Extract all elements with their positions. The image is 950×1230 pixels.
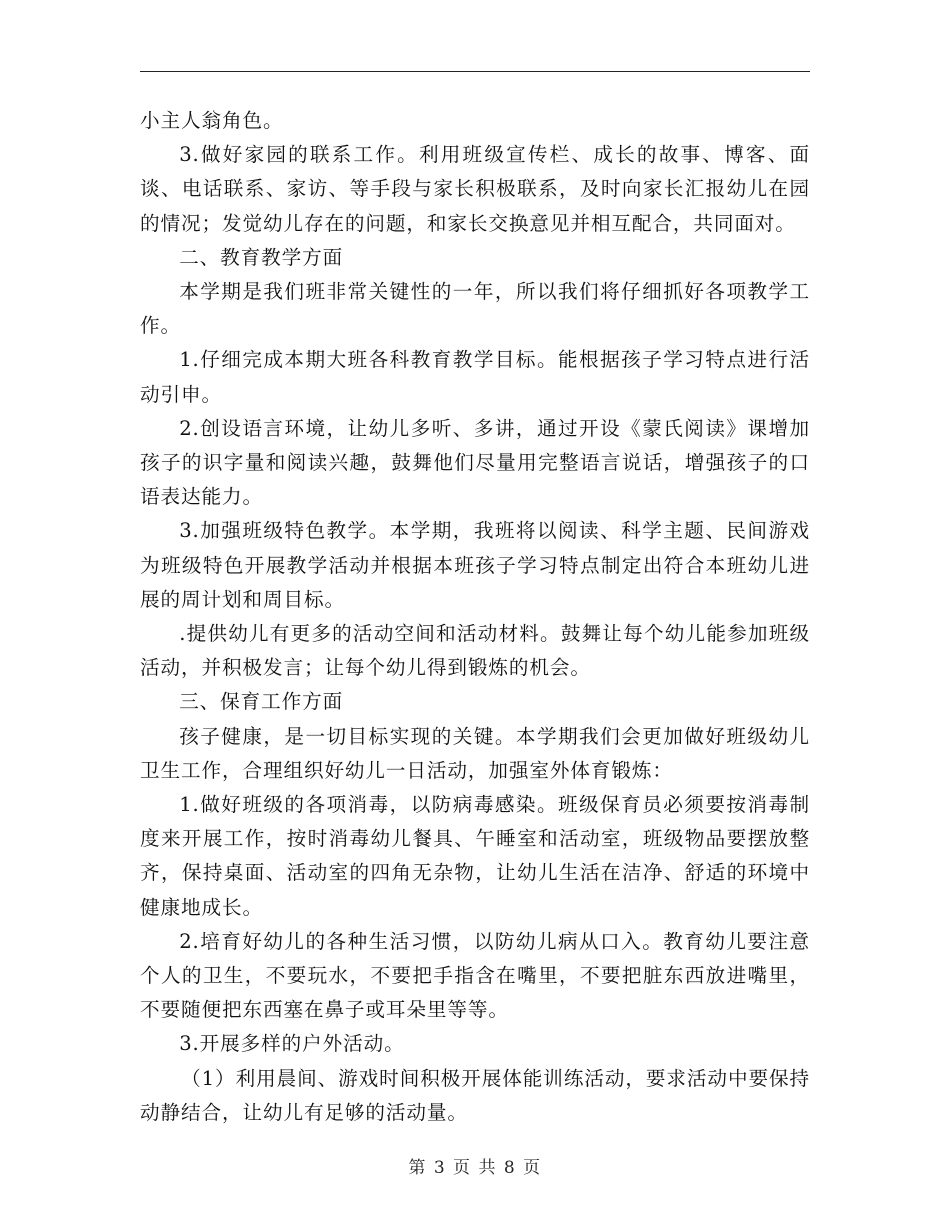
paragraph-8: 孩子健康，是一切目标实现的关键。本学期我们会更加做好班级幼儿卫生工作，合理组织好幼儿一日活动，加强室外体育锻炼： [140,724,810,782]
paragraph-9: 1.做好班级的各项消毒，以防病毒感染。班级保育员必须要按消毒制度来开展工作，按时消毒幼儿餐具、午睡室和活动室，班级物品要摆放整齐，保持桌面、活动室的四角无杂物，让幼儿生活在洁净、舒适的环境中健康地成长。 [140,793,810,919]
document-body [140,104,810,1130]
paragraph-5: 2.创设语言环境，让幼儿多听、多讲，通过开设《蒙氏阅读》课增加孩子的识字量和阅读兴趣，鼓舞他们尽量用完整语言说话，增强孩子的口语表达能力。 [140,416,810,509]
paragraph-10: 2.培育好幼儿的各种生活习惯，以防幼儿病从口入。教育幼儿要注意个人的卫生，不要玩水，不要把手指含在嘴里，不要把脏东西放进嘴里，不要随便把东西塞在鼻子或耳朵里等等。 [140,929,810,1022]
paragraph-1: 小主人翁角色。 [140,109,284,132]
paragraph-3: 本学期是我们班非常关键性的一年，所以我们将仔细抓好各项教学工作。 [140,280,810,338]
paragraph-2: 3.做好家园的联系工作。利用班级宣传栏、成长的故事、博客、面谈、电话联系、家访、等手段与家长积极联系，及时向家长汇报幼儿在园的情况；发觉幼儿存在的问题，和家长交换意见并相互配合，共同面对。 [140,143,810,235]
header-rule [140,71,810,72]
paragraph-6: 3.加强班级特色教学。本学期，我班将以阅读、科学主题、民间游戏为班级特色开展教学活动并根据本班孩子学习特点制定出符合本班幼儿进展的周计划和周目标。 [140,519,810,611]
section-heading-education: 二、教育教学方面 [179,245,344,269]
paragraph-11: 3.开展多样的户外活动。 [179,1032,405,1056]
paragraph-4: 1.仔细完成本期大班各科教育教学目标。能根据孩子学习特点进行活动引申。 [140,348,810,406]
paragraph-12: （1）利用晨间、游戏时间积极开展体能训练活动，要求活动中要保持动静结合，让幼儿有足够的活动量。 [140,1066,810,1124]
page-footer: 第 3 页 共 8 页 [408,1158,542,1178]
paragraph-7: .提供幼儿有更多的活动空间和活动材料。鼓舞让每个幼儿能参加班级活动，并积极发言；让每个幼儿得到锻炼的机会。 [140,622,810,680]
section-heading-care: 三、保育工作方面 [179,690,344,714]
